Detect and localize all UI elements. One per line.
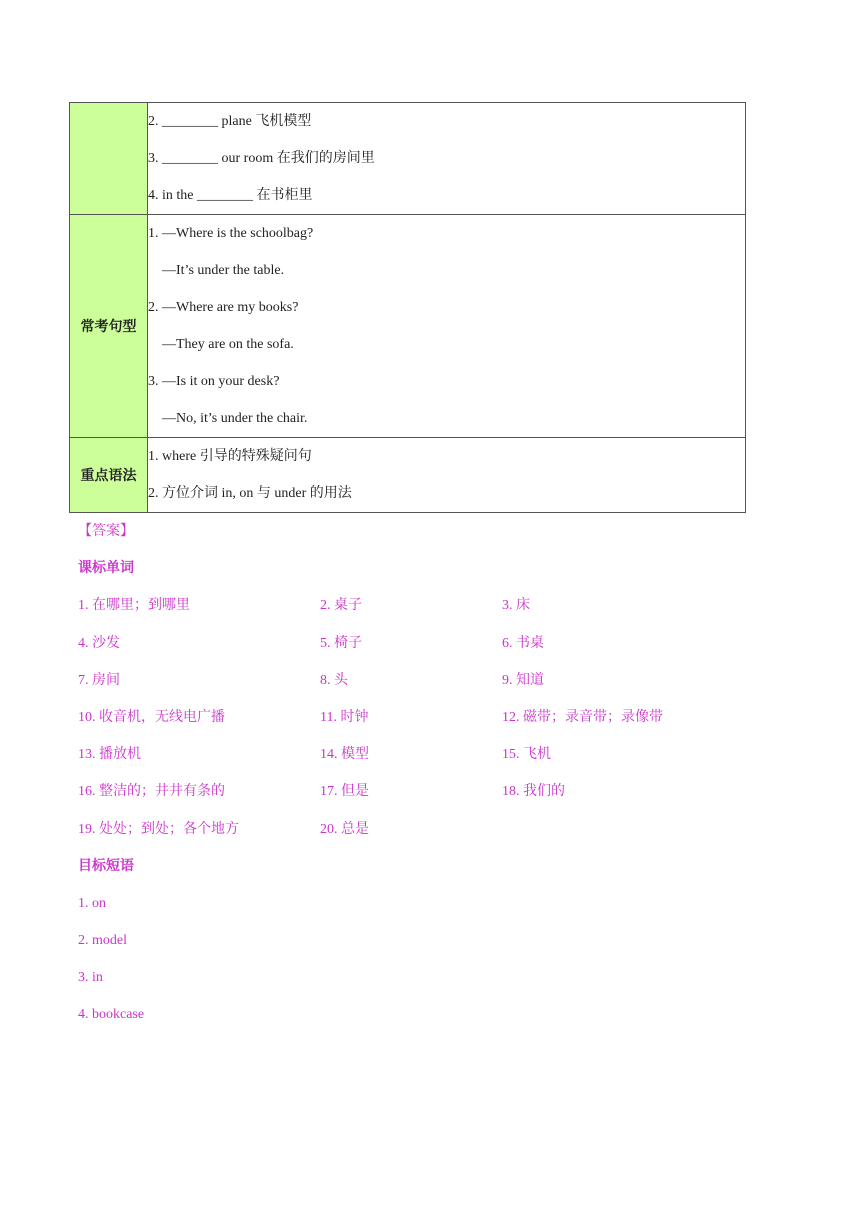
vocab-answer: 15. 飞机 <box>502 747 551 763</box>
vocab-row <box>78 811 778 848</box>
vocab-answer: 2. 桌子 <box>320 598 362 614</box>
vocab-answer: 19. 处处；到处；各个地方 <box>78 821 239 837</box>
vocab-answer: 9. 知道 <box>502 672 544 688</box>
table-row <box>70 103 746 215</box>
vocab-row <box>78 625 778 662</box>
table-row <box>70 215 746 438</box>
exercise-line: 4. in the ________ 在书柜里 <box>148 188 313 203</box>
grammar-line: 2. 方位介词 in, on 与 under 的用法 <box>148 486 352 501</box>
answer-section <box>78 513 778 1034</box>
sentence-line: 1. —Where is the schoolbag? <box>148 226 314 241</box>
vocab-row <box>78 587 778 624</box>
vocab-answer: 18. 我们的 <box>502 784 565 800</box>
phrase-answer: 4. bookcase <box>78 1007 145 1023</box>
sentence-line: —They are on the sofa. <box>162 337 294 352</box>
exercise-line: 3. ________ our room 在我们的房间里 <box>148 151 375 166</box>
sentence-line: —It’s under the table. <box>162 263 285 278</box>
vocab-row <box>78 699 778 736</box>
row-label: 重点语法 <box>70 438 148 513</box>
sentence-line: 3. —Is it on your desk? <box>148 374 280 389</box>
vocab-heading: 课标单词 <box>78 560 134 577</box>
summary-table <box>69 102 746 513</box>
vocab-answer: 13. 播放机 <box>78 747 141 763</box>
grammar-cell <box>148 438 746 513</box>
phrase-exercise-cell <box>148 103 746 215</box>
vocab-answer <box>502 811 762 848</box>
vocab-answer: 11. 时钟 <box>320 709 369 725</box>
vocab-answer: 10. 收音机，无线电广播 <box>78 709 225 725</box>
vocab-answer: 7. 房间 <box>78 672 120 688</box>
sentence-cell <box>148 215 746 438</box>
vocab-row <box>78 736 778 773</box>
phrase-answer: 2. model <box>78 933 127 949</box>
sentence-line: —No, it’s under the chair. <box>162 411 308 426</box>
row-label: 常考句型 <box>70 215 148 438</box>
vocab-row <box>78 662 778 699</box>
vocab-answer: 8. 头 <box>320 672 348 688</box>
vocab-answer: 6. 书桌 <box>502 635 544 651</box>
vocab-answer: 16. 整洁的；井井有条的 <box>78 784 225 800</box>
phrase-answer: 1. on <box>78 895 106 911</box>
grammar-line: 1. where 引导的特殊疑问句 <box>148 449 312 464</box>
vocab-answer: 12. 磁带；录音带；录像带 <box>502 709 663 725</box>
vocab-answer: 14. 模型 <box>320 747 369 763</box>
vocab-answer: 17. 但是 <box>320 784 369 800</box>
vocab-answer: 1. 在哪里；到哪里 <box>78 598 190 614</box>
sentence-line: 2. —Where are my books? <box>148 300 299 315</box>
row-label-empty <box>70 103 148 215</box>
vocab-answer: 20. 总是 <box>320 821 369 837</box>
vocab-answer: 4. 沙发 <box>78 635 120 651</box>
answer-title: 【答案】 <box>78 524 134 539</box>
exercise-line: 2. ________ plane 飞机模型 <box>148 114 312 129</box>
phrase-heading: 目标短语 <box>78 857 134 874</box>
vocab-answer: 5. 椅子 <box>320 635 362 651</box>
table-row <box>70 438 746 513</box>
vocab-answer: 3. 床 <box>502 598 530 614</box>
vocab-row <box>78 773 778 810</box>
phrase-answer: 3. in <box>78 970 103 986</box>
